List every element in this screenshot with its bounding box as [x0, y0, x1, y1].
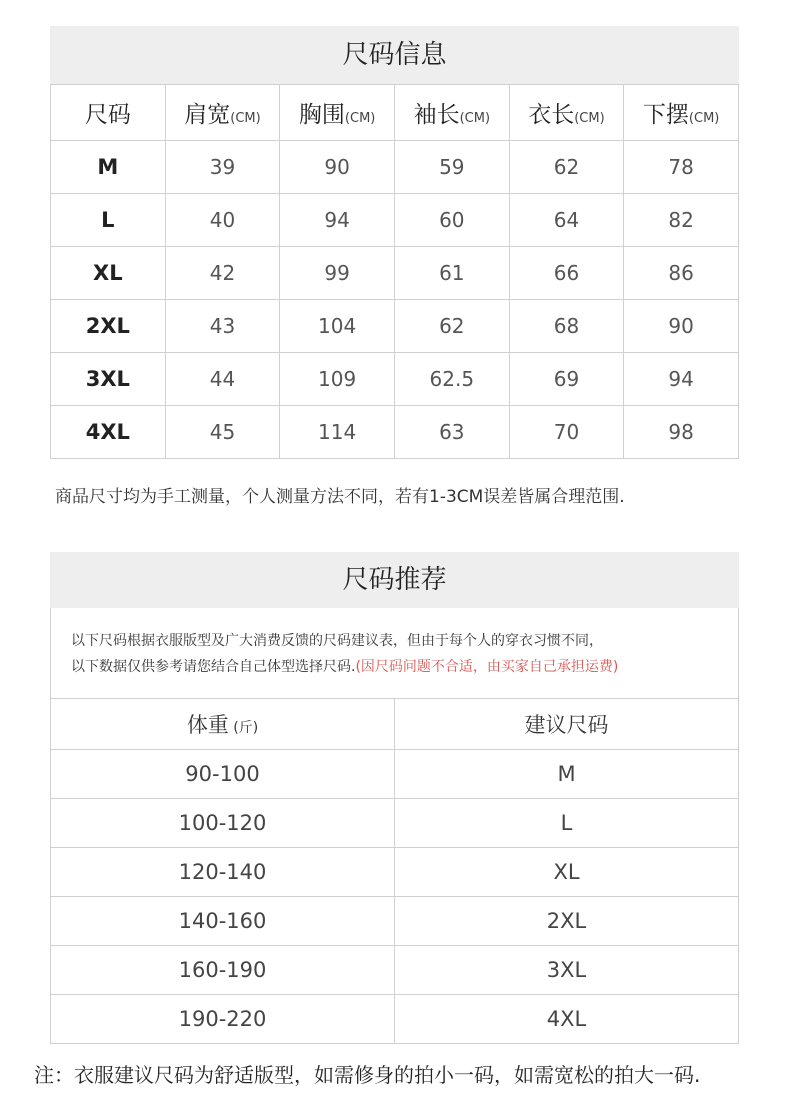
- length-cell: 70: [509, 406, 624, 459]
- chest-cell: 114: [280, 406, 395, 459]
- suggested-size-cell: 2XL: [395, 897, 739, 946]
- weight-cell: 120-140: [51, 848, 395, 897]
- description-text: 以下数据仅供参考请您结合自己体型选择尺码.: [71, 659, 356, 675]
- recommendation-table: [50, 698, 739, 1044]
- length-cell: 62: [509, 141, 624, 194]
- hem-cell: 78: [624, 141, 739, 194]
- shoulder-cell: 43: [165, 300, 280, 353]
- size-cell: XL: [51, 247, 166, 300]
- table-row: [51, 995, 739, 1044]
- hem-cell: 90: [624, 300, 739, 353]
- table-row: [51, 141, 739, 194]
- header-shoulder: 肩宽(CM): [165, 85, 280, 141]
- weight-cell: 140-160: [51, 897, 395, 946]
- size-cell: M: [51, 141, 166, 194]
- table-row: [51, 406, 739, 459]
- shoulder-cell: 44: [165, 353, 280, 406]
- chest-cell: 104: [280, 300, 395, 353]
- description-line-2: [71, 654, 738, 680]
- table-row: [51, 353, 739, 406]
- header-length: 衣长(CM): [509, 85, 624, 141]
- size-cell: 3XL: [51, 353, 166, 406]
- suggested-size-cell: XL: [395, 848, 739, 897]
- chest-cell: 94: [280, 194, 395, 247]
- header-size: 尺码: [51, 85, 166, 141]
- header-sleeve: 袖长(CM): [394, 85, 509, 141]
- table-row: [51, 946, 739, 995]
- header-weight: 体重 (斤): [51, 699, 395, 750]
- chest-cell: 90: [280, 141, 395, 194]
- length-cell: 66: [509, 247, 624, 300]
- size-info-panel: [50, 26, 739, 459]
- length-cell: 64: [509, 194, 624, 247]
- table-row: [51, 799, 739, 848]
- chest-cell: 109: [280, 353, 395, 406]
- size-recommendation-panel: [50, 552, 739, 1044]
- fit-advice-note: 注：衣服建议尺码为舒适版型，如需修身的拍小一码，如需宽松的拍大一码.: [34, 1063, 701, 1087]
- table-row: [51, 247, 739, 300]
- recommendation-header-row: [51, 699, 739, 750]
- chest-cell: 99: [280, 247, 395, 300]
- sleeve-cell: 59: [394, 141, 509, 194]
- suggested-size-cell: L: [395, 799, 739, 848]
- weight-cell: 90-100: [51, 750, 395, 799]
- shoulder-cell: 45: [165, 406, 280, 459]
- header-hem: 下摆(CM): [624, 85, 739, 141]
- suggested-size-cell: 3XL: [395, 946, 739, 995]
- sleeve-cell: 63: [394, 406, 509, 459]
- suggested-size-cell: 4XL: [395, 995, 739, 1044]
- recommendation-description: [50, 608, 739, 698]
- size-cell: 2XL: [51, 300, 166, 353]
- size-cell: 4XL: [51, 406, 166, 459]
- size-info-table: [50, 84, 739, 459]
- sleeve-cell: 62: [394, 300, 509, 353]
- table-row: [51, 750, 739, 799]
- weight-cell: 190-220: [51, 995, 395, 1044]
- measurement-note: 商品尺寸均为手工测量，个人测量方法不同，若有1-3CM误差皆属合理范围.: [55, 487, 625, 507]
- description-line-1: 以下尺码根据衣服版型及广大消费反馈的尺码建议表，但由于每个人的穿衣习惯不同，: [71, 633, 603, 649]
- table-row: [51, 300, 739, 353]
- table-row: [51, 897, 739, 946]
- hem-cell: 86: [624, 247, 739, 300]
- size-cell: L: [51, 194, 166, 247]
- sleeve-cell: 61: [394, 247, 509, 300]
- hem-cell: 98: [624, 406, 739, 459]
- shoulder-cell: 42: [165, 247, 280, 300]
- weight-cell: 160-190: [51, 946, 395, 995]
- length-cell: 68: [509, 300, 624, 353]
- table-row: [51, 848, 739, 897]
- header-suggested-size: 建议尺码: [395, 699, 739, 750]
- table-row: [51, 194, 739, 247]
- hem-cell: 82: [624, 194, 739, 247]
- length-cell: 69: [509, 353, 624, 406]
- shipping-disclaimer: (因尺码问题不合适，由买家自己承担运费): [355, 659, 619, 675]
- weight-cell: 100-120: [51, 799, 395, 848]
- size-info-title: 尺码信息: [50, 26, 739, 84]
- suggested-size-cell: M: [395, 750, 739, 799]
- recommendation-title: 尺码推荐: [50, 552, 739, 608]
- sleeve-cell: 62.5: [394, 353, 509, 406]
- hem-cell: 94: [624, 353, 739, 406]
- header-chest: 胸围(CM): [280, 85, 395, 141]
- size-info-header-row: [51, 85, 739, 141]
- shoulder-cell: 39: [165, 141, 280, 194]
- sleeve-cell: 60: [394, 194, 509, 247]
- shoulder-cell: 40: [165, 194, 280, 247]
